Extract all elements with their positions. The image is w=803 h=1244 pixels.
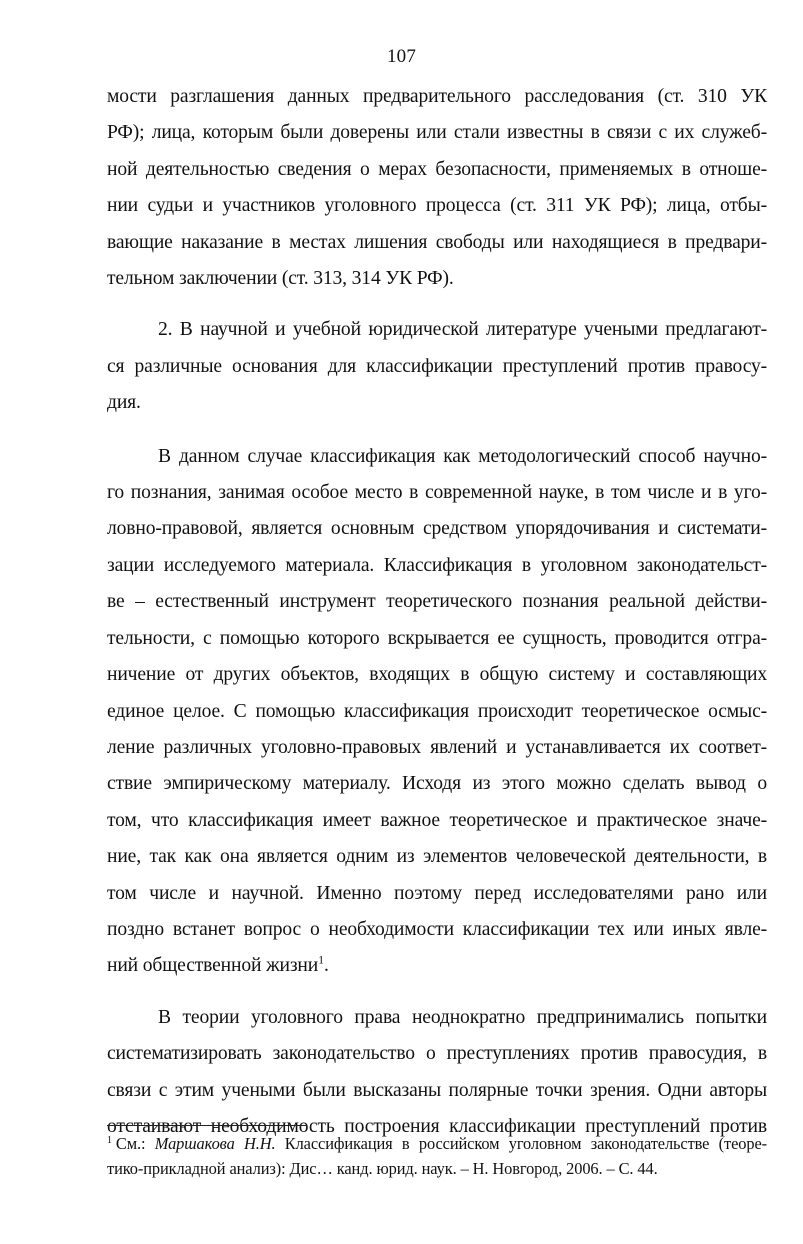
text-segment: . xyxy=(323,955,329,977)
text-line: поздно встанет вопрос о необходимости классификации тех или иных явле- xyxy=(107,918,767,940)
footnote-line: тико-прикладной анализ): Дис… канд. юрид. наук. – Н. Новгород, 2006. – С. 44. xyxy=(107,1159,658,1178)
text-line: ствие эмпирическому материалу. Исходя из этого можно сделать вывод о xyxy=(107,773,767,795)
text-line: 2. В научной и учебной юридической литературе учеными предлагают- xyxy=(158,319,767,341)
footnote-line xyxy=(107,1131,767,1156)
text-line: В данном случае классификация как методологический способ научно- xyxy=(158,445,767,467)
footnote-reference[interactable]: 1 xyxy=(318,952,324,967)
text-line: тельности, с помощью которого вскрывается ее сущность, проводится отгра- xyxy=(107,627,767,649)
paragraph xyxy=(107,439,767,985)
text-segment: ний общественной жизни xyxy=(107,955,319,977)
text-line xyxy=(107,948,767,984)
text-line: ничение от других объектов, входящих в общую систему и составляющих xyxy=(107,664,767,686)
text-line: отстаивают необходимость построения классификации преступлений против xyxy=(107,1115,767,1137)
text-line: мости разглашения данных предварительного расследования (ст. 310 УК xyxy=(107,86,767,107)
text-line: го познания, занимая особое место в современной науке, в том числе и в уго- xyxy=(107,482,767,504)
text-line: том, что классификация имеет важное теоретическое и практическое значе- xyxy=(107,809,767,831)
paragraph xyxy=(107,1000,767,1146)
text-line: ся различные основания для классификации преступлений против правосу- xyxy=(107,355,767,377)
body-text xyxy=(107,79,767,1145)
footnote-prefix: См.: xyxy=(115,1134,155,1153)
text-line: ловно-правовой, является основным средством упорядочивания и системати- xyxy=(107,518,767,540)
page-number: 107 xyxy=(386,46,417,67)
text-line: ление различных уголовно-правовых явлений и устанавливается их соответ- xyxy=(107,736,767,758)
text-line: ве – естественный инструмент теоретического познания реальной действи- xyxy=(107,591,767,613)
footnote-divider xyxy=(107,1125,307,1126)
footnote-title: Классификация в российском уголовном законодательстве (теоре- xyxy=(275,1134,767,1153)
paragraph xyxy=(107,312,767,421)
text-line: ной деятельностью сведения о мерах безопасности, применяемых в отноше- xyxy=(107,158,767,180)
footnote-mark: 1 xyxy=(107,1134,112,1146)
text-line: тельном заключении (ст. 313, 314 УК РФ). xyxy=(107,268,454,290)
text-line: дия. xyxy=(107,392,141,414)
paragraph xyxy=(107,79,767,297)
footnote xyxy=(107,1131,767,1181)
text-line: РФ); лица, которым были доверены или стали известны в связи с их служеб- xyxy=(107,122,767,144)
text-line: зации исследуемого материала. Классификация в уголовном законодательст- xyxy=(107,554,767,576)
text-line: нии судьи и участников уголовного процесса (ст. 311 УК РФ); лица, отбы- xyxy=(107,195,767,217)
text-line: связи с этим учеными были высказаны полярные точки зрения. Одни авторы xyxy=(107,1079,767,1101)
text-line: вающие наказание в местах лишения свободы или находящиеся в предвари- xyxy=(107,231,767,253)
text-line: том числе и научной. Именно поэтому перед исследователями рано или xyxy=(107,882,767,904)
text-line: единое целое. С помощью классификация происходит теоретическое осмыс- xyxy=(107,700,767,722)
text-line: систематизировать законодательство о преступлениях против правосудия, в xyxy=(107,1043,767,1065)
text-line: ние, так как она является одним из элементов человеческой деятельности, в xyxy=(107,846,767,868)
text-line: В теории уголовного права неоднократно предпринимались попытки xyxy=(158,1006,767,1028)
footnote-author: Маршакова Н.Н. xyxy=(154,1134,276,1153)
